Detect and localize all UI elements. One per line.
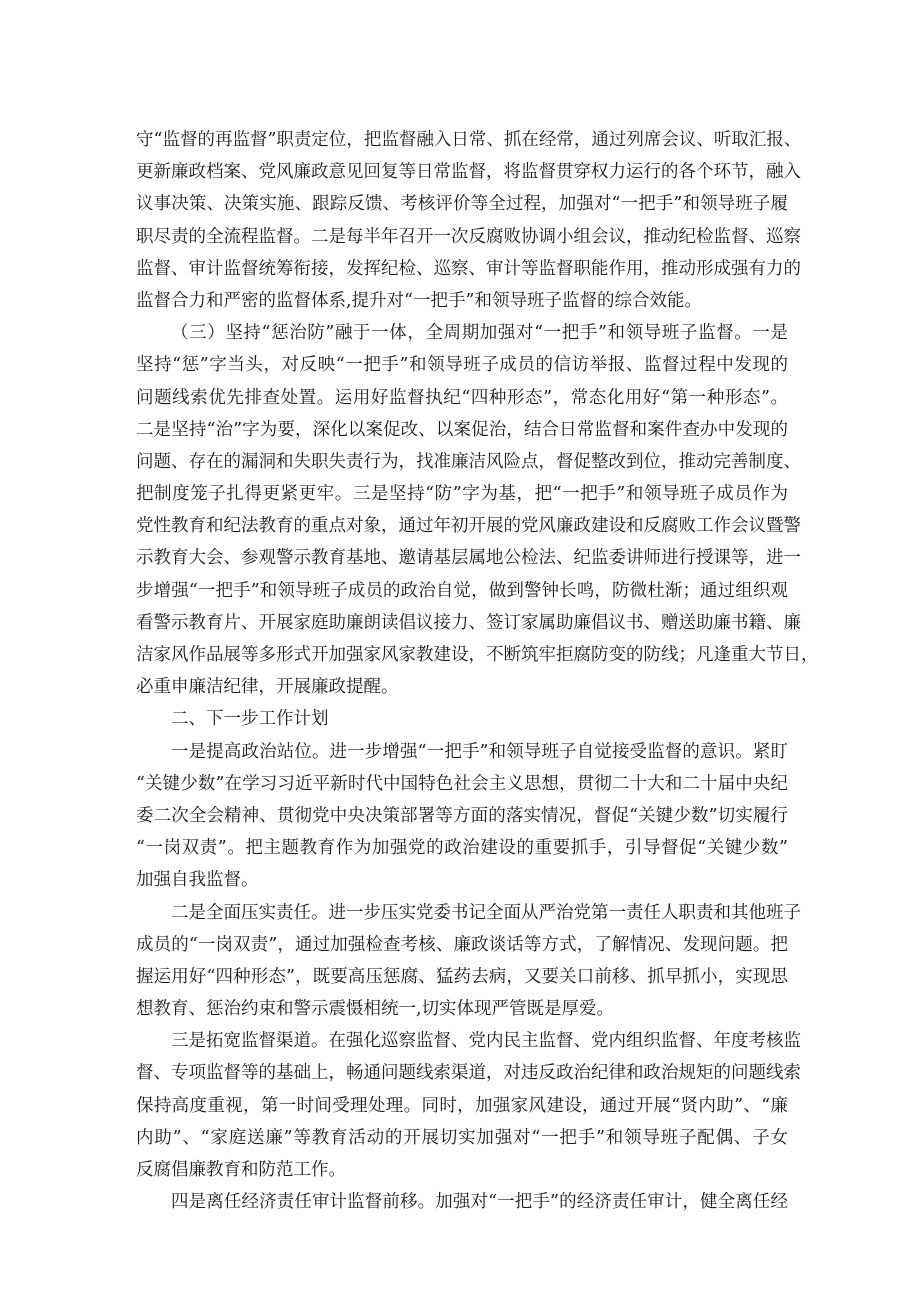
text-line: 看警示教育片、开展家庭助廉朗读倡议接力、签订家属助廉倡议书、赠送助廉书籍、廉 — [136, 612, 801, 633]
document-body — [136, 124, 819, 1218]
text-line: 监督合力和严密的监督体系,提升对“一把手”和领导班子监督的综合效能。 — [136, 290, 702, 311]
paragraph-start-line: 三是拓宽监督渠道。在强化巡察监督、党内民主监督、党内组织监督、年度考核监 — [171, 1031, 801, 1052]
text-line: 成员的“一岗双责”，通过加强检查考核、廉政谈话等方式，了解情况、发现问题。把 — [136, 934, 788, 955]
text-line: “一岗双责”。把主题教育作为加强党的政治建设的重要抓手，引导督促“关键少数” — [136, 838, 788, 859]
text-line: 职尽责的全流程监督。二是每半年召开一次反腐败协调小组会议，推动纪检监督、巡察 — [136, 226, 801, 247]
paragraph-start-line: 二是全面压实责任。进一步压实党委书记全面从严治党第一责任人职责和其他班子 — [171, 902, 801, 923]
text-line: 党性教育和纪法教育的重点对象，通过年初开展的党风廉政建设和反腐败工作会议暨警 — [136, 516, 801, 537]
text-line: 坚持“惩”字当头，对反映“一把手”和领导班子成员的信访举报、监督过程中发现的 — [136, 355, 788, 376]
text-line: 加强自我监督。 — [136, 870, 259, 891]
text-line: 必重申廉洁纪律，开展廉政提醒。 — [136, 677, 399, 698]
text-line: 反腐倡廉教育和防范工作。 — [136, 1160, 346, 1180]
paragraph-start-line: 一是提高政治站位。进一步增强“一把手”和领导班子自觉接受监督的意识。紧盯 — [171, 741, 788, 762]
text-line: “关键少数”在学习习近平新时代中国特色社会主义思想，贯彻二十大和二十届中央纪 — [136, 773, 788, 794]
text-line: 督、专项监督等的基础上，畅通问题线索渠道，对违反政治纪律和政治规矩的问题线索 — [136, 1063, 801, 1084]
text-line: 保持高度重视，第一时间受理处理。同时，加强家风建设，通过开展“贤内助”、“廉 — [136, 1095, 788, 1116]
text-line: 示教育大会、参观警示教育基地、邀请基层属地公检法、纪监委讲师进行授课等，进一 — [136, 548, 801, 569]
text-line: 监督、审计监督统筹衔接，发挥纪检、巡察、审计等监督职能作用，推动形成强有力的 — [136, 258, 801, 279]
text-line: 更新廉政档案、党风廉政意见回复等日常监督，将监督贯穿权力运行的各个环节，融入 — [136, 162, 801, 183]
paragraph-start-line: 四是离任经济责任审计监督前移。加强对“一把手”的经济责任审计，健全离任经 — [171, 1192, 788, 1213]
text-line: 问题、存在的漏洞和失职失责行为，找准廉洁风险点，督促整改到位，推动完善制度、 — [136, 451, 801, 472]
text-line: 想教育、惩治约束和警示震慑相统一,切实体现严管既是厚爱。 — [136, 999, 615, 1020]
text-line: 握运用好“四种形态”，既要高压惩腐、猛药去病，又要关口前移、抓早抓小，实现思 — [136, 966, 788, 987]
text-line: 洁家风作品展等多形式开加强家风家教建设，不断筑牢拒腐防变的防线；凡逢重大节日， — [136, 645, 819, 665]
text-line: 议事决策、决策实施、跟踪反馈、考核评价等全过程，加强对“一把手”和领导班子履 — [136, 194, 788, 215]
section-heading: 二、下一步工作计划 — [171, 709, 329, 730]
text-line: 守“监督的再监督”职责定位，把监督融入日常、抓在经常，通过列席会议、听取汇报、 — [136, 130, 802, 150]
text-line: 把制度笼子扎得更紧更牢。三是坚持“防”字为基，把“一把手”和领导班子成员作为 — [136, 484, 788, 505]
text-line: 委二次全会精神、贯彻党中央决策部署等方面的落实情况，督促“关键少数”切实履行 — [136, 805, 788, 826]
text-line: 内助”、“家庭送廉”等教育活动的开展切实加强对“一把手”和领导班子配偶、子女 — [136, 1127, 788, 1148]
section-heading-line: （三）坚持“惩治防”融于一体，全周期加强对“一把手”和领导班子监督。一是 — [171, 323, 788, 344]
text-line: 问题线索优先排查处置。运用好监督执纪“四种形态”，常态化用好“第一种形态”。 — [136, 387, 788, 408]
text-line: 步增强“一把手”和领导班子成员的政治自觉，做到警钟长鸣，防微杜渐；通过组织观 — [136, 580, 788, 601]
text-line: 二是坚持“治”字为要，深化以案促改、以案促治，结合日常监督和案件查办中发现的 — [136, 419, 788, 440]
